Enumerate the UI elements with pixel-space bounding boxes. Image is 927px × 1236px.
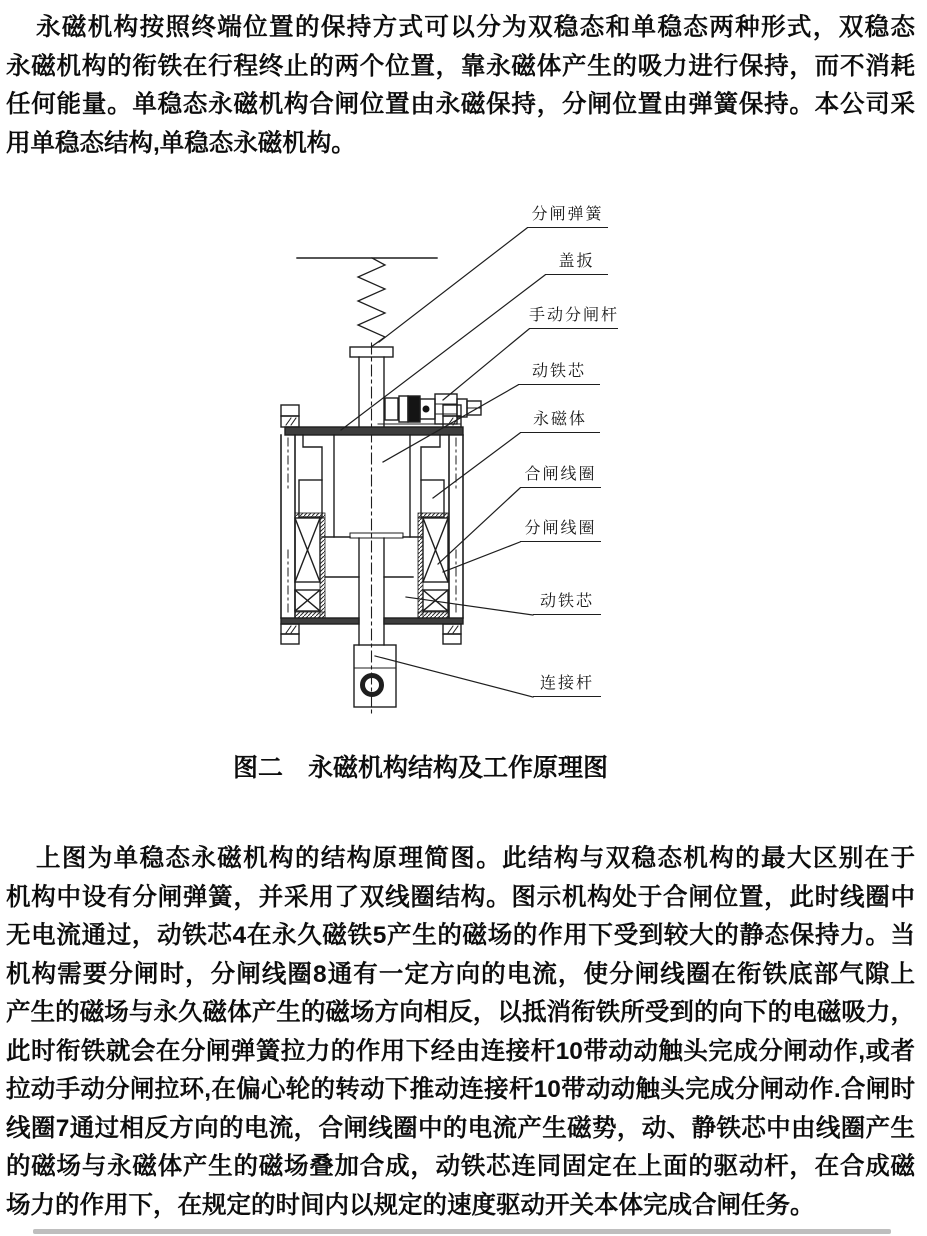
label-moving-core-upper: 动铁芯	[518, 361, 600, 385]
label-closing-coil: 合闸线圈	[520, 464, 601, 488]
opening-spring	[358, 258, 385, 347]
label-opening-spring: 分闸弹簧	[527, 204, 608, 228]
pivot-dot	[423, 406, 430, 413]
label-permanent-magnet: 永磁体	[520, 409, 600, 433]
bottom-plate	[384, 618, 463, 624]
permanent-magnet-right	[421, 480, 444, 517]
bottom-left-bolt-tab	[281, 624, 299, 644]
text-line: 此时衔铁就会在分闸弹簧拉力的作用下经由连接杆10带动动触头完成分闸动作,或者	[6, 1037, 915, 1065]
connecting-rod-block	[354, 645, 396, 707]
mechanism-diagram	[260, 200, 670, 740]
bottom-plate	[281, 618, 359, 624]
paragraph-2	[6, 840, 915, 1225]
text-line: 任何能量。单稳态永磁机构合闸位置由永磁保持，分闸位置由弹簧保持。本公司采	[6, 91, 915, 118]
label-connecting-rod: 连接杆	[533, 673, 601, 697]
text-line: 场力的作用下，在规定的时间内以规定的速度驱动开关本体完成合闸任务。	[6, 1191, 815, 1219]
figure-caption: 图二 永磁机构结构及工作原理图	[233, 754, 609, 782]
permanent-magnet-left	[299, 480, 322, 517]
text-line: 的磁场与永磁体产生的磁场叠加合成，动铁芯连同固定在上面的驱动杆，在合成磁	[6, 1153, 915, 1180]
text-line: 用单稳态结构,单稳态永磁机构。	[6, 129, 356, 157]
label-opening-coil: 分闸线圈	[520, 518, 601, 542]
label-cover-plate: 盖扳	[545, 251, 608, 275]
text-line: 无电流通过，动铁芯4在永久磁铁5产生的磁场的作用下受到较大的静态保持力。当	[6, 922, 915, 949]
manual-lever-assembly	[378, 394, 481, 424]
label-manual-opening-rod: 手动分闸杆	[529, 305, 618, 329]
text-line: 拉动手动分闸拉环,在偏心轮的转动下推动连接杆10带动动触头完成分闸动作.合闸时	[6, 1076, 915, 1103]
text-line: 线圈7通过相反方向的电流，合闸线圈中的电流产生磁势，动、静铁芯中由线圈产生	[6, 1114, 915, 1142]
inner-step-right	[421, 435, 440, 480]
paragraph-1	[6, 9, 915, 163]
text-line: 机构中设有分闸弹簧，并采用了双线圈结构。图示机构处于合闸位置，此时线圈中	[6, 883, 915, 911]
text-line: 永磁机构的衔铁在行程终止的两个位置，靠永磁体产生的吸力进行保持，而不消耗	[6, 52, 915, 80]
text-line: 机构需要分闸时，分闸线圈8通有一定方向的电流，使分闸线圈在衔铁底部气隙上	[6, 960, 915, 988]
inner-step-left	[303, 435, 322, 480]
text-line: 永磁机构按照终端位置的保持方式可以分为双稳态和单稳态两种形式，双稳态	[36, 14, 915, 41]
bottom-right-bolt-tab	[443, 624, 461, 644]
label-moving-core-lower: 动铁芯	[533, 591, 601, 615]
top-left-bolt-tab	[281, 405, 299, 427]
text-line: 产生的磁场与永久磁体产生的磁场方向相反，以抵消衔铁所受到的向下的电磁吸力，	[6, 999, 915, 1026]
text-line: 上图为单稳态永磁机构的结构原理简图。此结构与双稳态机构的最大区别在于	[36, 845, 915, 872]
scan-cutoff-artifact	[33, 1229, 891, 1234]
